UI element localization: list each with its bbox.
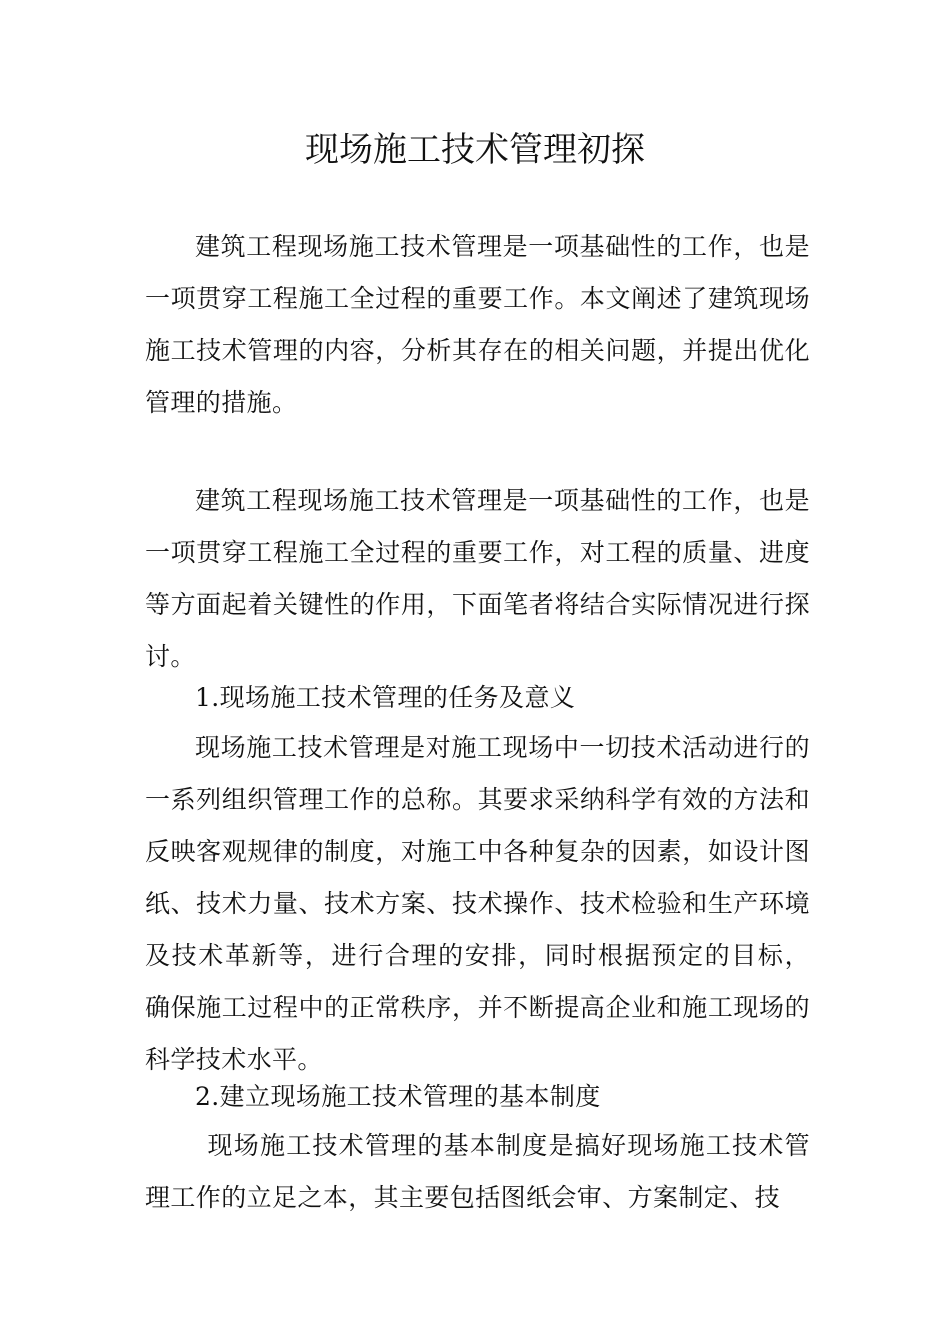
document-title: 现场施工技术管理初探	[305, 130, 645, 170]
intro-paragraph: 建筑工程现场施工技术管理是一项基础性的工作，也是一项贯穿工程施工全过程的重要工作，对工程的质量、进度等方面起着关键性的作用，下面笔者将结合实际情况进行探讨。	[145, 486, 810, 671]
abstract-paragraph: 建筑工程现场施工技术管理是一项基础性的工作，也是一项贯穿工程施工全过程的重要工作。本文阐述了建筑现场施工技术管理的内容，分析其存在的相关问题，并提出优化管理的措施。	[145, 232, 810, 417]
section-2-paragraph: 现场施工技术管理的基本制度是搞好现场施工技术管理工作的立足之本，其主要包括图纸会审、方案制定、技	[145, 1131, 810, 1212]
section-2-heading: 2.建立现场施工技术管理的基本制度	[195, 1082, 601, 1111]
section-1-paragraph: 现场施工技术管理是对施工现场中一切技术活动进行的一系列组织管理工作的总称。其要求采纳科学有效的方法和反映客观规律的制度，对施工中各种复杂的因素，如设计图纸、技术力量、技术方案、技术操作、技术检验和生产环境及技术革新等，进行合理的安排，同时根据预定的目标， 确保施工过程中的正常秩序，并不断提高企业和施工现场的科学技术水平。	[145, 733, 810, 1074]
section-1-heading: 1.现场施工技术管理的任务及意义	[195, 683, 576, 712]
